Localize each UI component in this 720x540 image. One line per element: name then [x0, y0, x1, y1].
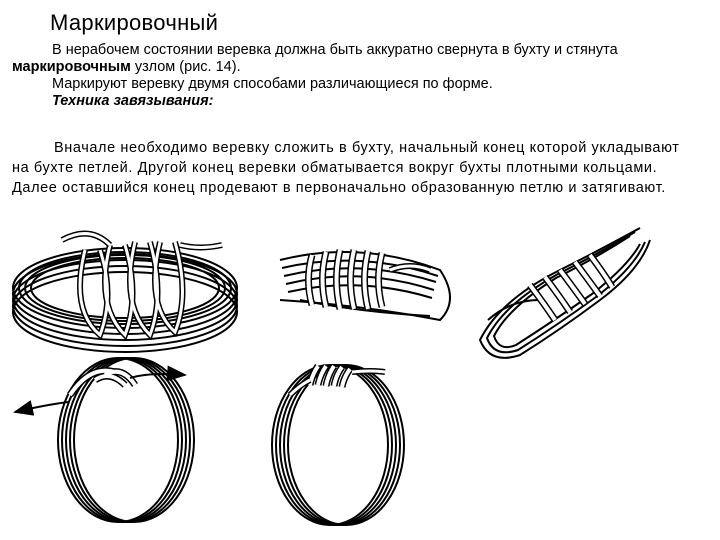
intro-bold-term: маркировочным [12, 59, 131, 75]
figure-coil-finished-loop [480, 228, 650, 358]
intro-line-3: Маркируют веревку двумя способами различающиеся по форме. [52, 76, 493, 92]
figure-coil-wrapped-tight [280, 250, 450, 320]
technique-heading: Техника завязывания: [52, 93, 214, 109]
figure-ring-coil-with-arrows [15, 358, 194, 522]
technique-line-2: на бухте петлей. Другой конец веревки обматывается вокруг бухты плотными кольцами. [12, 160, 658, 176]
figure-ring-coil-tied [272, 365, 404, 525]
figure-coil-with-loose-wraps [13, 234, 237, 352]
technique-line-1: Вначале необходимо веревку сложить в бухту, начальный конец которой укладывают [54, 140, 680, 156]
intro-line-2-rest: узлом (рис. 14). [130, 59, 241, 75]
intro-line-1: В нерабочем состоянии веревка должна быть аккуратно свернута в бухту и стянута [52, 42, 618, 58]
technique-line-3: Далее оставшийся конец продевают в первоначально образованную петлю и затягивают. [12, 180, 666, 196]
page-title: Маркировочный [50, 10, 219, 35]
